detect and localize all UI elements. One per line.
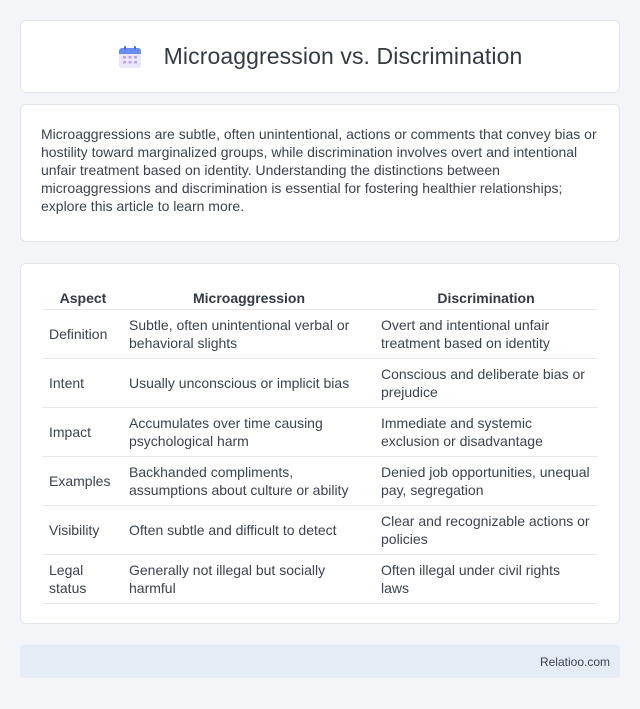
cell-aspect: Legal status xyxy=(43,554,123,603)
footer-bar xyxy=(20,645,620,678)
header-aspect: Aspect xyxy=(43,284,123,309)
table-row xyxy=(43,456,597,505)
intro-text: Microaggressions are subtle, often unintentional, actions or comments that convey bias or hostility toward marginalized groups, while discrimination involves overt and intentional unfair treatment based on identity. Understanding the distinctions between microaggressions and discrimination is essential for fostering healthier relationships; explore this article to learn more. xyxy=(41,126,597,214)
cell-aspect: Visibility xyxy=(43,505,123,554)
header-discrimination: Discrimination xyxy=(375,284,597,309)
comparison-card xyxy=(20,263,620,624)
intro-card xyxy=(20,104,620,242)
cell-discrimination: Often illegal under civil rights laws xyxy=(375,554,597,603)
cell-microaggression: Generally not illegal but socially harmful xyxy=(123,554,375,603)
header-microaggression: Microaggression xyxy=(123,284,375,309)
cell-discrimination: Immediate and systemic exclusion or disadvantage xyxy=(375,407,597,456)
cell-discrimination: Denied job opportunities, unequal pay, segregation xyxy=(375,456,597,505)
table-row xyxy=(43,407,597,456)
cell-aspect: Intent xyxy=(43,358,123,407)
table-header-row xyxy=(43,284,597,309)
calendar-icon xyxy=(118,45,142,69)
cell-microaggression: Subtle, often unintentional verbal or behavioral slights xyxy=(123,309,375,358)
cell-microaggression: Accumulates over time causing psychological harm xyxy=(123,407,375,456)
cell-aspect: Impact xyxy=(43,407,123,456)
page-title: Microaggression vs. Discrimination xyxy=(163,43,523,69)
cell-microaggression: Often subtle and difficult to detect xyxy=(123,505,375,554)
table-row xyxy=(43,309,597,358)
cell-aspect: Definition xyxy=(43,309,123,358)
cell-microaggression: Backhanded compliments, assumptions about culture or ability xyxy=(123,456,375,505)
table-row xyxy=(43,505,597,554)
cell-aspect: Examples xyxy=(43,456,123,505)
title-card xyxy=(20,20,620,93)
cell-discrimination: Conscious and deliberate bias or prejudice xyxy=(375,358,597,407)
table-row xyxy=(43,358,597,407)
table-row xyxy=(43,554,597,603)
cell-microaggression: Usually unconscious or implicit bias xyxy=(123,358,375,407)
cell-discrimination: Overt and intentional unfair treatment based on identity xyxy=(375,309,597,358)
comparison-table xyxy=(43,284,597,604)
cell-discrimination: Clear and recognizable actions or policies xyxy=(375,505,597,554)
footer-brand[interactable]: Relatioo.com xyxy=(539,654,610,669)
